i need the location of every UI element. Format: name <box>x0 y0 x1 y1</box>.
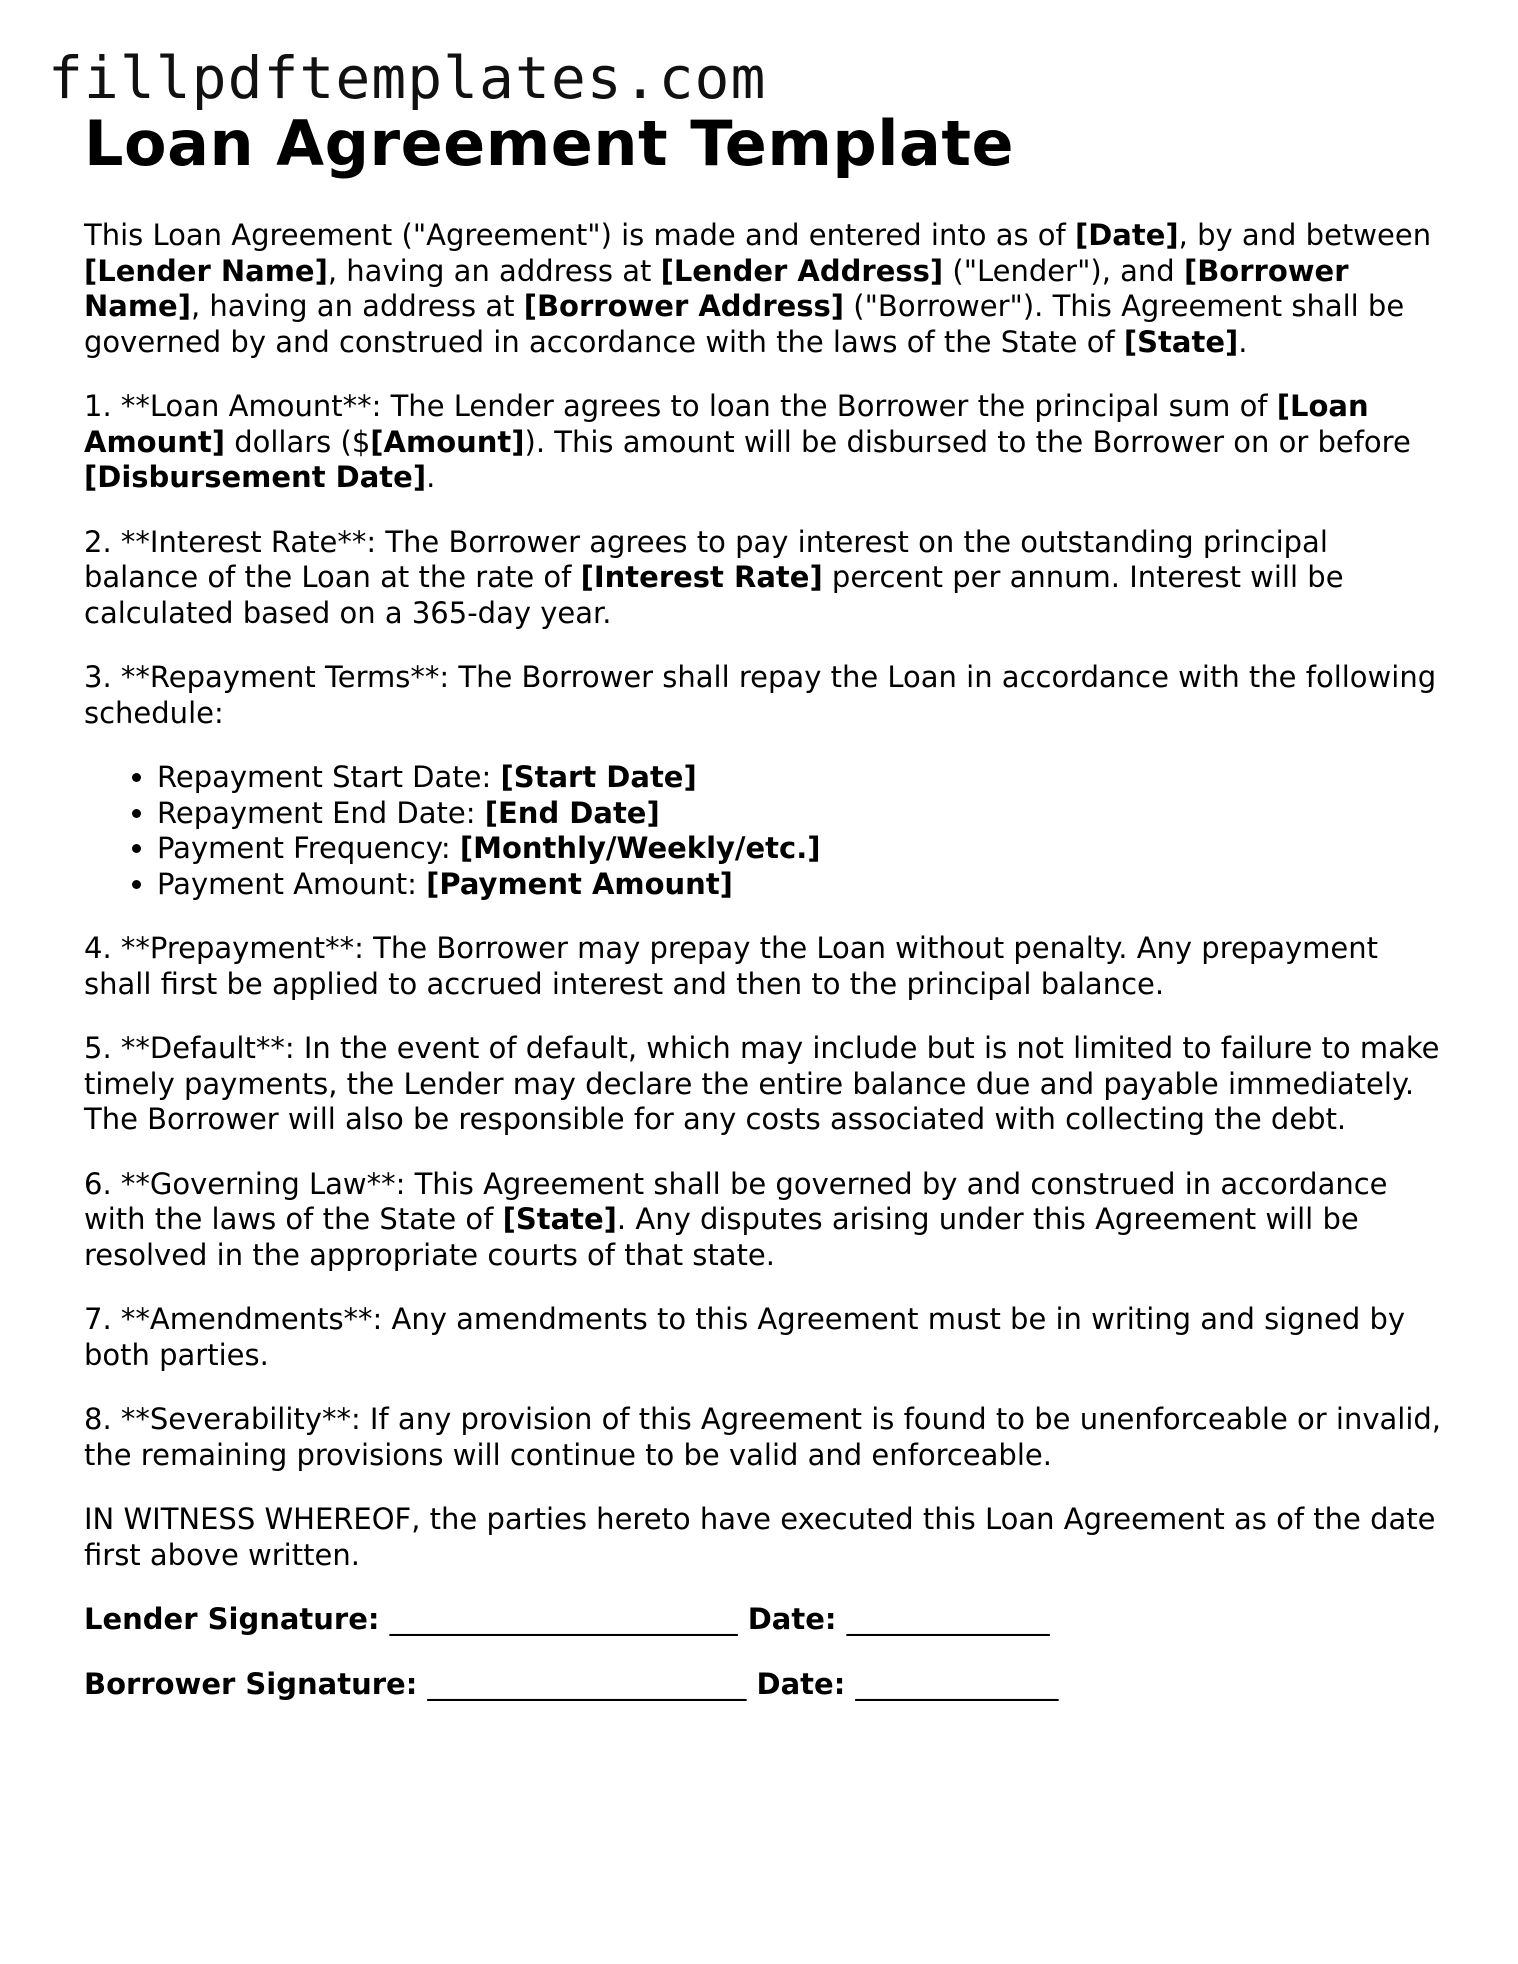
intro-text: ("Borrower"). This Agreement shall be governed by and construed in accordance with the laws of the State of <box>84 289 1405 359</box>
intro-text: ("Lender"), and <box>943 253 1184 288</box>
list-item <box>157 760 1444 796</box>
document-page <box>84 108 1444 1702</box>
borrower-name-field: [Borrower Name] <box>84 253 1349 323</box>
clause-prepayment: 4. **Prepayment**: The Borrower may prepay the Loan without penalty. Any prepayment shall first be applied to accrued interest and then to the principal balance. <box>84 931 1379 1001</box>
witness-statement: IN WITNESS WHEREOF, the parties hereto have executed this Loan Agreement as of the date first above written. <box>84 1502 1436 1572</box>
borrower-signature-line[interactable]: ______________________ <box>427 1666 747 1701</box>
list-item <box>157 867 1444 903</box>
clause-severability: 8. **Severability**: If any provision of this Agreement is found to be unenforceable or invalid, the remaining provisions will continue to be valid and enforceable. <box>84 1402 1442 1472</box>
clause-text: 2. **Interest Rate**: The Borrower agrees to pay interest on the outstanding principal balance of the Loan at the rate of <box>84 524 1328 594</box>
list-item <box>157 796 1444 832</box>
state-field: [State] <box>502 1202 617 1236</box>
intro-text: This Loan Agreement ("Agreement") is made and entered into as of <box>84 218 1075 252</box>
clause-repayment-terms: 3. **Repayment Terms**: The Borrower shall repay the Loan in accordance with the following schedule: <box>84 660 1437 730</box>
intro-text: , having an address at <box>327 253 661 288</box>
start-date-field: [Start Date] <box>500 760 697 794</box>
list-item <box>157 831 1444 867</box>
borrower-signature-row <box>84 1667 1444 1703</box>
schedule-label: Repayment End Date: <box>157 795 485 830</box>
clause-text: ). This amount will be disbursed to the Borrower on or before <box>524 424 1411 459</box>
payment-frequency-field: [Monthly/Weekly/etc.] <box>459 831 821 865</box>
intro-text: , by and between <box>1178 218 1432 252</box>
schedule-label: Repayment Start Date: <box>157 760 501 794</box>
payment-amount-field: [Payment Amount] <box>426 866 733 901</box>
repayment-schedule-list <box>84 760 1444 902</box>
clause-text: percent per annum. Interest will be calculated based on a 365-day year. <box>84 560 1344 630</box>
document-title: Loan Agreement Template <box>84 107 1015 180</box>
intro-text: . <box>1238 324 1248 359</box>
amount-field: [Amount] <box>370 424 525 459</box>
state-field: [State] <box>1123 324 1239 359</box>
clause-text: 6. **Governing Law**: This Agreement shall be governed by and construed in accordance with the laws of the State of <box>84 1166 1388 1236</box>
clause-loan-amount <box>84 389 1444 496</box>
clause-text: 1. **Loan Amount**: The Lender agrees to loan the Borrower the principal sum of <box>84 389 1277 423</box>
loan-amount-field: [Loan Amount] <box>84 389 1369 459</box>
borrower-address-field: [Borrower Address] <box>523 289 845 323</box>
lender-address-field: [Lender Address] <box>660 253 944 288</box>
lender-signature-row <box>84 1602 1444 1638</box>
clause-amendments: 7. **Amendments**: Any amendments to this Agreement must be in writing and signed by both parties. <box>84 1302 1406 1372</box>
clause-text: . Any disputes arising under this Agreement will be resolved in the appropriate courts of that state. <box>84 1202 1359 1272</box>
lender-date-line[interactable]: ______________ <box>846 1602 1050 1636</box>
intro-paragraph <box>84 218 1444 360</box>
clause-text: dollars ($ <box>225 424 371 459</box>
schedule-label: Payment Frequency: <box>157 831 460 865</box>
clause-interest-rate <box>84 525 1444 632</box>
date-field: [Date] <box>1074 218 1179 252</box>
borrower-date-line[interactable]: ______________ <box>855 1666 1059 1701</box>
end-date-field: [End Date] <box>484 795 660 830</box>
lender-date-label: Date: <box>747 1602 837 1636</box>
lender-signature-line[interactable]: ________________________ <box>389 1602 738 1636</box>
interest-rate-field: [Interest Rate] <box>580 560 823 594</box>
schedule-label: Payment Amount: <box>157 866 427 901</box>
lender-name-field: [Lender Name] <box>84 253 328 288</box>
site-watermark: fillpdftemplates.com <box>48 44 767 112</box>
disbursement-date-field: [Disbursement Date] <box>84 460 427 494</box>
clause-text: . <box>426 460 436 494</box>
borrower-date-label: Date: <box>756 1666 846 1701</box>
borrower-signature-label: Borrower Signature: <box>84 1666 418 1701</box>
intro-text: , having an address at <box>190 289 524 323</box>
clause-default: 5. **Default**: In the event of default, which may include but is not limited to failure to make timely payments, the Lender may declare the entire balance due and payable immediately. The Borrower will also be responsible for any costs associated with collecting the debt. <box>84 1031 1440 1136</box>
clause-governing-law <box>84 1167 1444 1274</box>
lender-signature-label: Lender Signature: <box>84 1602 380 1636</box>
